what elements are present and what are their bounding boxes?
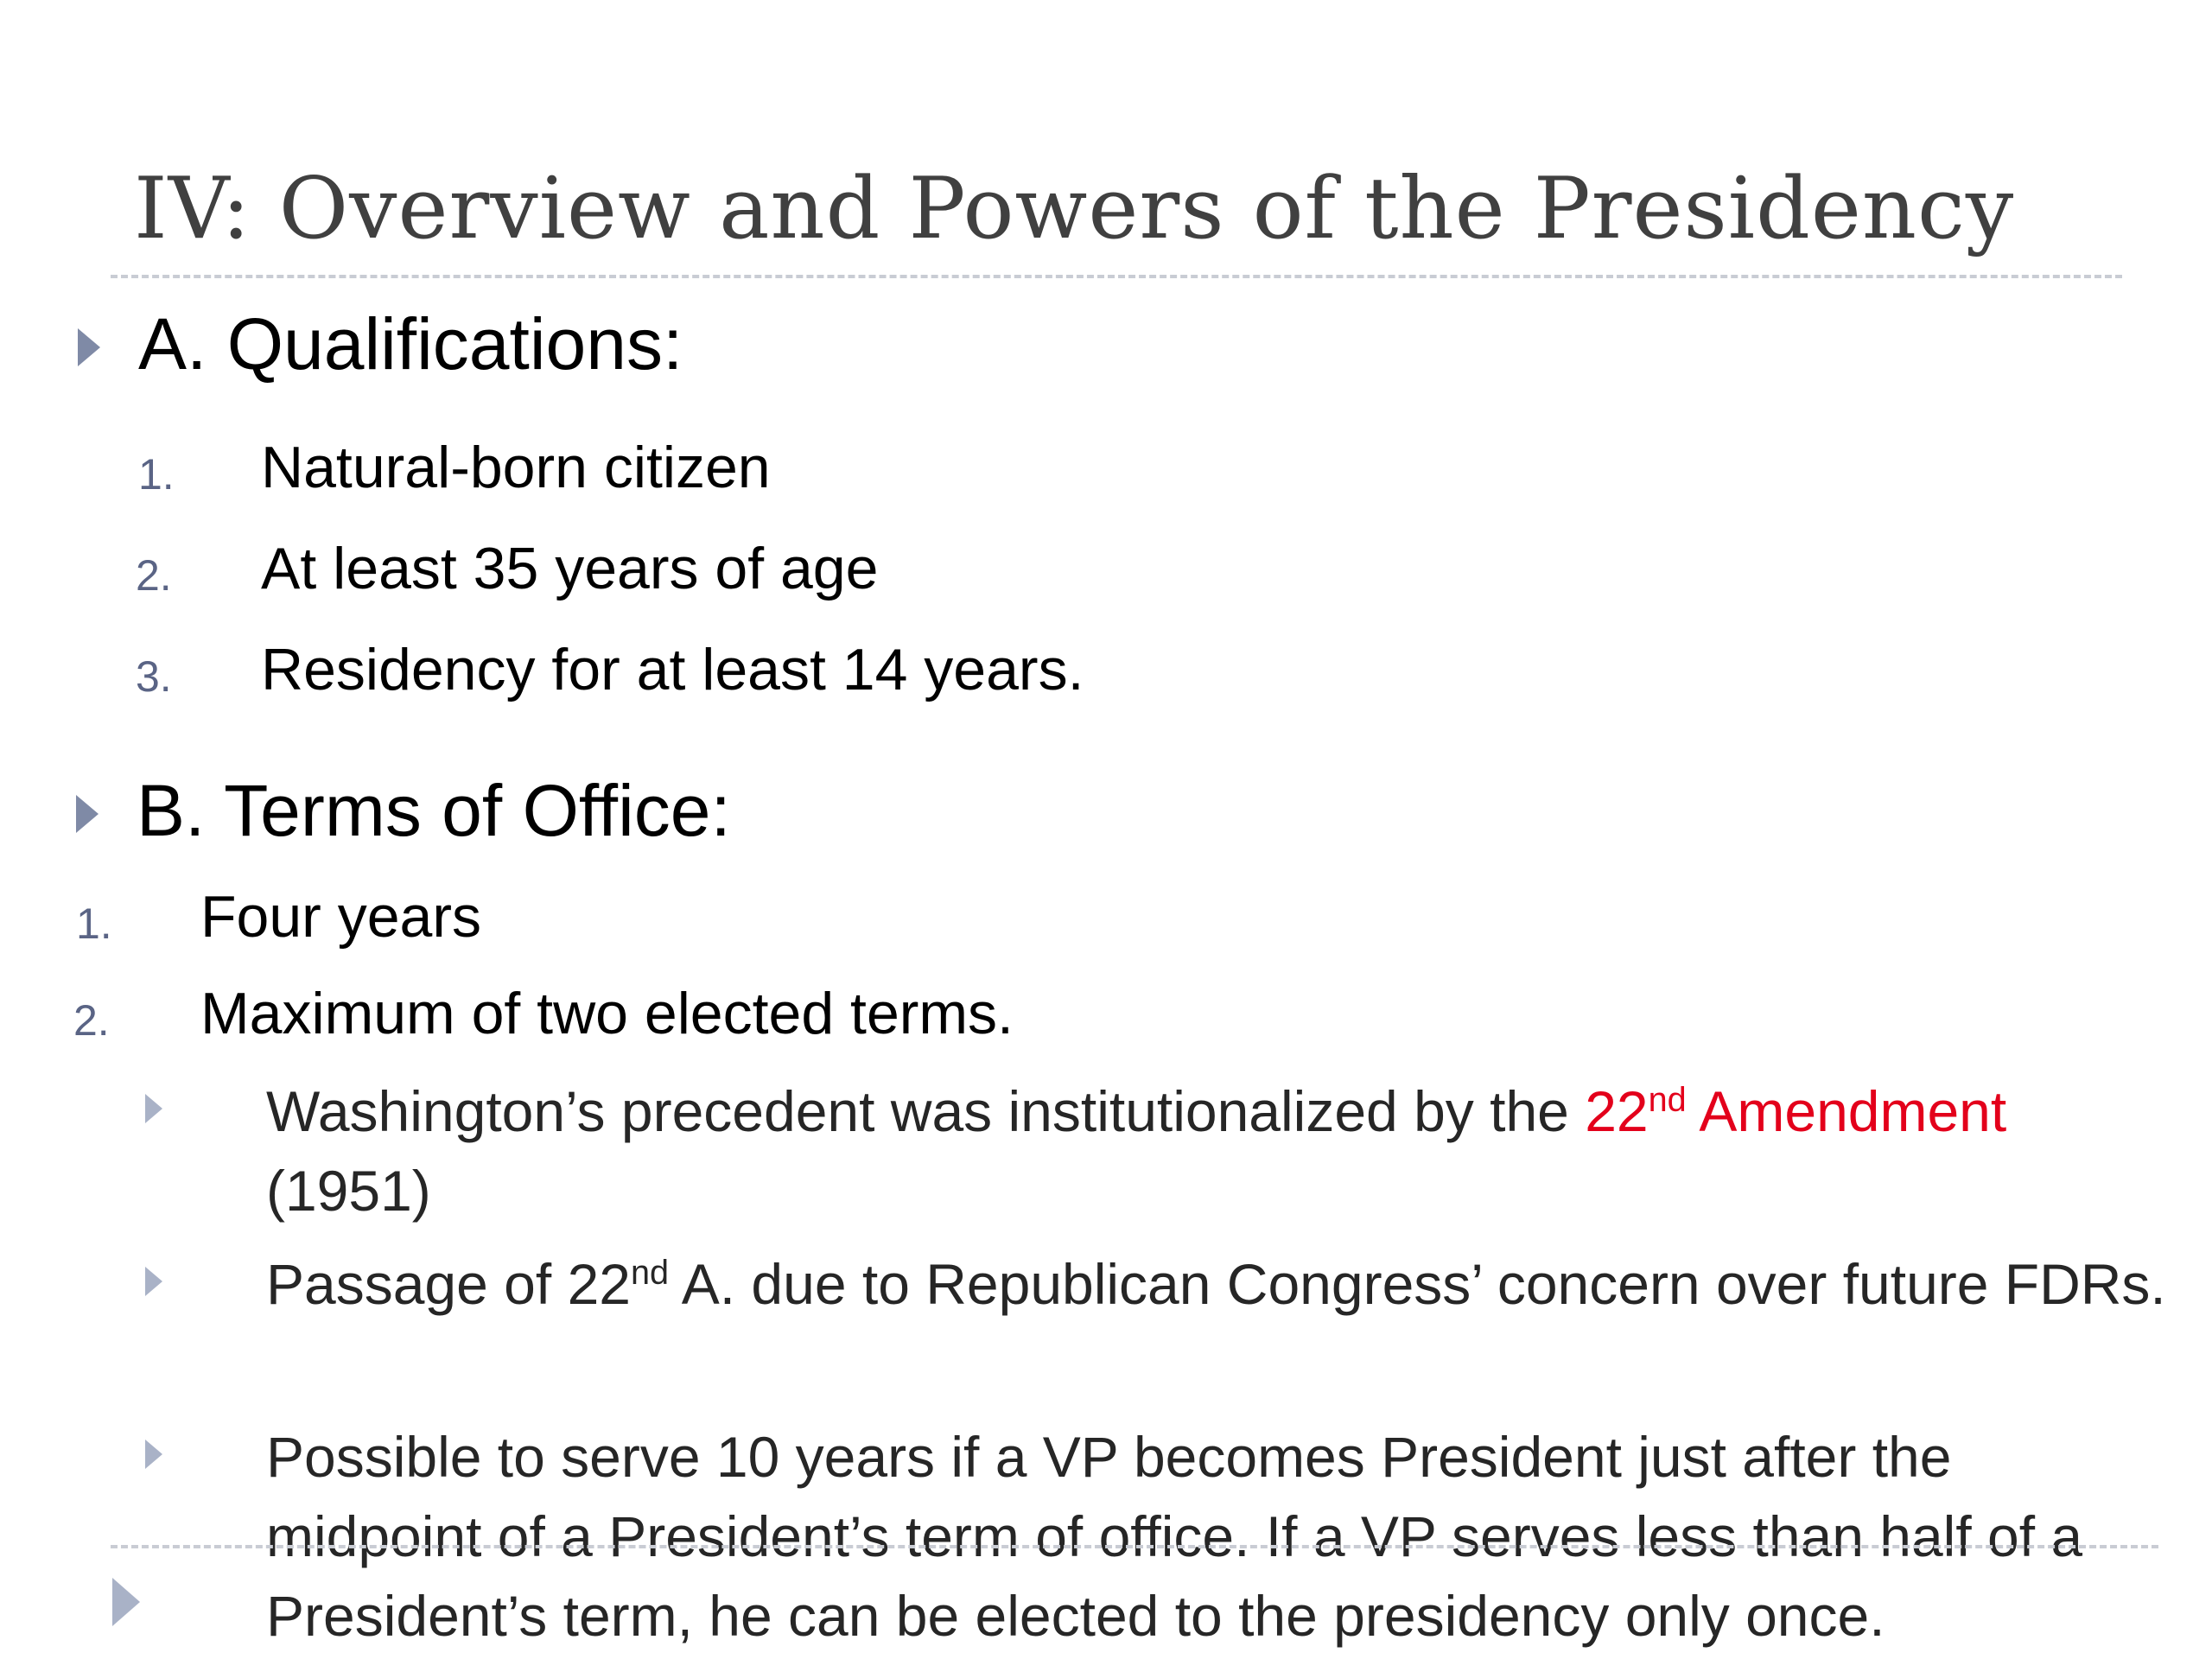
sub-point-text: A. due to Republican Congress’ concern over future FDRs. [669,1252,2166,1316]
list-number: 1. [138,450,175,499]
list-item: Natural-born citizen [261,435,771,500]
list-item: At least 35 years of age [261,536,879,601]
list-number: 1. [76,899,112,948]
sub-bullet-arrow-icon [145,1267,162,1296]
bullet-arrow-icon [78,328,100,366]
sub-point-text: Passage of 22 [266,1252,631,1316]
amendment-highlight [1585,1079,2006,1143]
section-a-heading: A. Qualifications: [138,303,683,385]
highlight-ordinal: nd [1648,1081,1687,1119]
list-number: 3. [136,652,172,701]
sub-point-text: (1951) [266,1159,431,1223]
list-number: 2. [73,996,110,1045]
sub-point-text: Washington’s precedent was institutionalized by the [266,1079,1586,1143]
footer-divider [111,1545,2158,1548]
sub-bullet-arrow-icon [145,1094,162,1123]
sub-point: Possible to serve 10 years if a VP becomes President just after the midpoint of a President’s term of office. If a VP serves less than half of a President’s term, he can be elected to the presidency only once. [266,1425,2083,1648]
list-item: Residency for at least 14 years. [261,637,1084,702]
sub-point [266,1071,2176,1230]
highlight-number: 22 [1585,1079,1649,1143]
bullet-arrow-icon [76,795,99,833]
list-number: 2. [136,551,172,600]
highlight-word: Amendment [1686,1079,2007,1143]
list-item: Four years [200,884,481,950]
sub-point [266,1244,2176,1324]
slide-title: IV: Overview and Powers of the Presidency [134,160,2015,258]
ordinal-suffix: nd [630,1254,670,1292]
footer-arrow-icon [112,1578,140,1626]
section-b-heading: B. Terms of Office: [137,770,731,851]
sub-bullet-arrow-icon [145,1440,162,1469]
title-divider [111,275,2122,278]
list-item: Maximum of two elected terms. [200,981,1014,1046]
